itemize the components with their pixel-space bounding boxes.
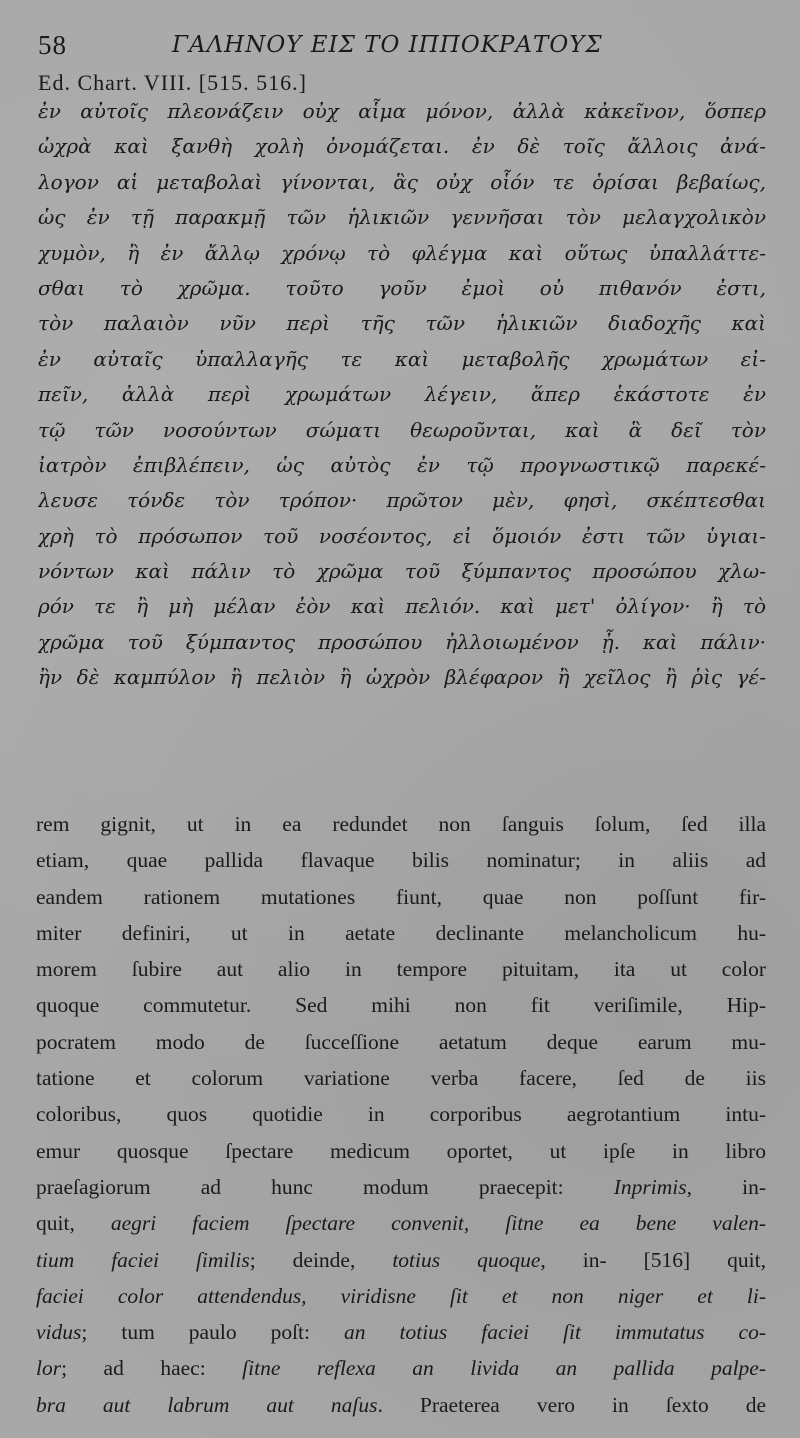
italic-quotation: bra aut labrum aut naſus [36, 1392, 378, 1417]
latin-text-line [36, 842, 766, 878]
text-run: etiam, quae pallida flavaque bilis nominatur; in aliis ad [36, 848, 766, 873]
greek-text-line: τῷ τῶν νοσούντων σώματι θεωροῦνται, καὶ ἃ δεῖ τὸν [38, 417, 766, 442]
text-run: tatione et colorum variatione verba facere, ſed de iis [36, 1066, 766, 1091]
text-run: . Praeterea vero in ſexto de [377, 1392, 766, 1417]
greek-text-block [38, 94, 766, 696]
text-run: , in- [686, 1174, 766, 1199]
italic-quotation: tium faciei ſimilis [36, 1247, 250, 1272]
latin-text-line [36, 951, 766, 987]
latin-text-line [36, 1133, 766, 1169]
greek-text-line: ὡς ἐν τῇ παρακμῇ τῶν ἡλικιῶν γεννῆσαι τὸν μελαγχολικὸν [38, 205, 766, 230]
greek-text-line: ὠχρὰ καὶ ξανθὴ χολὴ ὀνομάζεται. ἐν δὲ τοῖς ἄλλοις ἀνά- [38, 134, 766, 159]
italic-quotation: faciei color attendendus, viridisne ſit et non niger et li- [36, 1283, 766, 1308]
italic-quotation: aegri faciem ſpectare convenit, ſitne ea bene valen- [110, 1211, 766, 1236]
latin-text-line [36, 1314, 766, 1350]
latin-text-line [36, 1060, 766, 1096]
greek-text-line: ἢν δὲ καμπύλον ἢ πελιὸν ἢ ὠχρὸν βλέφαρον ἢ χεῖλος ἢ ῥὶς γέ- [38, 665, 766, 690]
greek-text-line: ἰατρὸν ἐπιβλέπειν, ὡς αὐτὸς ἐν τῷ προγνωστικῷ παρεκέ- [38, 452, 766, 477]
greek-text-line: πεῖν, ἀλλὰ περὶ χρωμάτων λέγειν, ἅπερ ἑκάστοτε ἐν [38, 382, 766, 407]
text-run: quit, [36, 1211, 111, 1236]
greek-text-line: χρὴ τὸ πρόσωπον τοῦ νοσέοντος, εἰ ὅμοιόν ἐστι τῶν ὑγιαι- [38, 523, 766, 548]
text-run: , in- [516] quit, [540, 1247, 766, 1272]
text-run: rem gignit, ut in ea redundet non ſanguis ſolum, ſed illa [36, 812, 766, 836]
text-run: pocratem modo de ſucceſſione aetatum deque earum mu- [36, 1029, 766, 1054]
latin-text-line [36, 1242, 766, 1278]
latin-text-line [36, 1024, 766, 1060]
greek-text-line: λευσε τόνδε τὸν τρόπον· πρῶτον μὲν, φησὶ, σκέπτεσθαι [38, 488, 766, 513]
page-header [38, 30, 768, 64]
greek-text-line: χρῶμα τοῦ ξύμπαντος προσώπου ἠλλοιωμένον ᾖ. καὶ πάλιν· [38, 629, 766, 654]
italic-quotation: Inprimis [613, 1174, 687, 1199]
greek-text-line: χυμὸν, ἢ ἐν ἄλλῳ χρόνῳ τὸ φλέγμα καὶ οὕτως ὑπαλλάττε- [38, 240, 766, 265]
latin-text-line [36, 806, 766, 842]
italic-quotation: totius quoque [392, 1247, 541, 1272]
text-run: emur quosque ſpectare medicum oportet, ut ipſe in libro [36, 1138, 766, 1163]
greek-text-line: τὸν παλαιὸν νῦν περὶ τῆς τῶν ἡλικιῶν διαδοχῆς καὶ [38, 311, 766, 336]
latin-text-line [36, 1387, 766, 1423]
page-number: 58 [38, 30, 67, 60]
greek-text-line: λογον αἱ μεταβολαὶ γίνονται, ἃς οὐχ οἷόν τε ὁρίσαι βεβαίως, [38, 169, 766, 194]
text-run: ; deinde, [249, 1247, 393, 1272]
edition-reference: Ed. Chart. VIII. [515. 516.] [38, 70, 307, 95]
text-run: ; tum paulo poſt: [81, 1320, 344, 1345]
latin-text-line [36, 1169, 766, 1205]
italic-quotation: ſitne reflexa an livida an pallida palpe- [242, 1356, 766, 1381]
latin-text-block [36, 806, 766, 1423]
running-title: ΓΑΛΗΝΟΥ ΕΙΣ ΤΟ ΙΠΠΟΚΡΑΤΟΥΣ [172, 32, 603, 58]
latin-text-line [36, 1350, 766, 1386]
text-run: ; ad haec: [61, 1356, 243, 1381]
greek-text-line: σθαι τὸ χρῶμα. τοῦτο γοῦν ἐμοὶ οὐ πιθανόν ἐστι, [38, 275, 766, 300]
text-run: coloribus, quos quotidie in corporibus aegrotantium intu- [36, 1102, 766, 1127]
italic-quotation: lor [36, 1356, 62, 1381]
text-run: praeſagiorum ad hunc modum praecepit: [36, 1174, 614, 1199]
latin-text-line [36, 1096, 766, 1132]
latin-text-line [36, 1205, 766, 1241]
greek-text-line: νόντων καὶ πάλιν τὸ χρῶμα τοῦ ξύμπαντος προσώπου χλω- [38, 559, 766, 584]
latin-text-line [36, 987, 766, 1023]
italic-quotation: vidus [36, 1320, 82, 1345]
text-run: quoque commutetur. Sed mihi non fit veriſimile, Hip- [36, 993, 766, 1018]
latin-text-line [36, 879, 766, 915]
greek-text-line: ρόν τε ἢ μὴ μέλαν ἐὸν καὶ πελιόν. καὶ μετ' ὀλίγον· ἢ τὸ [38, 594, 766, 619]
text-run: eandem rationem mutationes fiunt, quae non poſſunt fir- [36, 884, 766, 909]
text-run: miter definiri, ut in aetate declinante melancholicum hu- [36, 920, 766, 945]
greek-text-line: ἐν αὐτοῖς πλεονάζειν οὐχ αἷμα μόνον, ἀλλὰ κἀκεῖνον, ὅσπερ [38, 99, 766, 123]
latin-text-line [36, 1278, 766, 1314]
text-run: morem ſubire aut alio in tempore pituitam, ita ut color [36, 957, 766, 982]
latin-text-line [36, 915, 766, 951]
greek-text-line: ἐν αὐταῖς ὑπαλλαγῆς τε καὶ μεταβολῆς χρωμάτων εἰ- [38, 346, 766, 371]
italic-quotation: an totius faciei ſit immutatus co- [344, 1320, 766, 1345]
